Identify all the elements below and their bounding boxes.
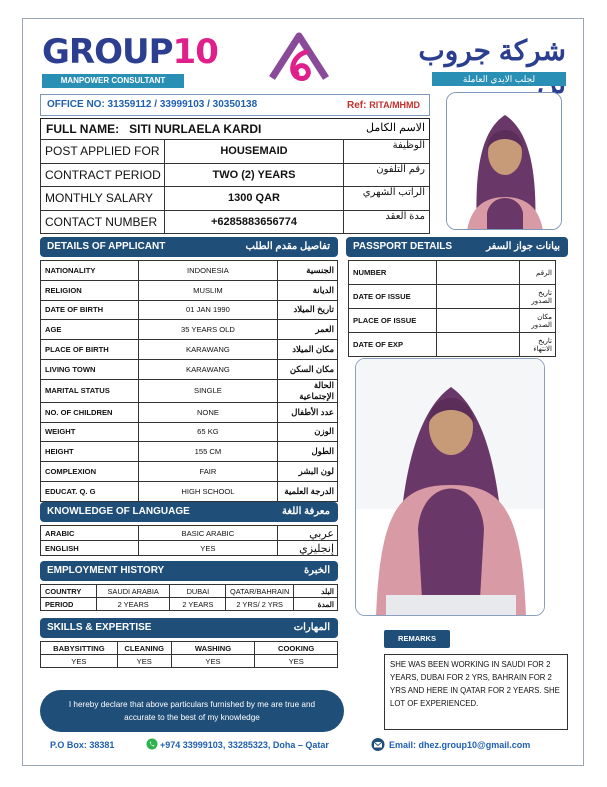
table-cell: PERIOD bbox=[41, 598, 97, 611]
header-text: تفاصيل مقدم الطلب bbox=[245, 241, 330, 252]
table-cell: مكان الميلاد bbox=[278, 340, 338, 360]
header-text: FULL NAME: bbox=[46, 122, 120, 136]
table-cell: POST APPLIED FOR bbox=[41, 140, 165, 164]
table-cell: 2 YEARS bbox=[96, 598, 170, 611]
table-cell: BASIC ARABIC bbox=[138, 526, 277, 541]
skills-table bbox=[40, 641, 338, 668]
table-row bbox=[41, 320, 338, 340]
table-cell: 01 JAN 1990 bbox=[138, 300, 277, 320]
table-cell: MUSLIM bbox=[138, 280, 277, 300]
remarks-text: SHE WAS BEEN WORKING IN SAUDI FOR 2 YEARS, DUBAI FOR 2 YRS, BAHRAIN FOR 2 YRS AND HERE IN QATAR FOR 2 YEARS. SHE LOT OF EXPERIENCED. bbox=[384, 654, 568, 730]
table-row bbox=[41, 300, 338, 320]
table-row bbox=[41, 462, 338, 482]
table-cell: 35 YEARS OLD bbox=[138, 320, 277, 340]
table-cell: MARITAL STATUS bbox=[41, 379, 139, 402]
table-cell: EDUCAT. Q. G bbox=[41, 481, 139, 501]
brand-tagline: MANPOWER CONSULTANT bbox=[42, 74, 184, 88]
table-row bbox=[349, 309, 556, 333]
full-name-row bbox=[40, 118, 430, 140]
header-text: KNOWLEDGE OF LANGUAGE bbox=[47, 506, 190, 517]
table-row bbox=[41, 187, 430, 211]
table-cell: CLEANING bbox=[117, 642, 171, 655]
brand-tagline-arabic: لجلب الايدي العاملة bbox=[432, 72, 566, 86]
details-table bbox=[40, 260, 338, 502]
declaration: I hereby declare that above particulars furnished by me are true and accurate to the best of my knowledge bbox=[40, 690, 344, 732]
table-cell bbox=[436, 285, 519, 309]
table-cell: DATE OF ISSUE bbox=[349, 285, 437, 309]
table-cell: COOKING bbox=[255, 642, 338, 655]
whatsapp-icon bbox=[146, 738, 158, 750]
header-text: PASSPORT DETAILS bbox=[353, 241, 453, 252]
table-cell: KARAWANG bbox=[138, 359, 277, 379]
table-cell: لون البشر bbox=[278, 462, 338, 482]
table-cell: SINGLE bbox=[138, 379, 277, 402]
table-cell: YES bbox=[255, 655, 338, 668]
table-cell bbox=[436, 333, 519, 357]
table-cell: 2 YRS/ 2 YRS bbox=[226, 598, 294, 611]
table-cell: الجنسية bbox=[278, 261, 338, 281]
table-cell: رقم التلفون bbox=[344, 163, 430, 187]
table-row bbox=[41, 280, 338, 300]
employment-header bbox=[40, 561, 338, 581]
table-cell: البلد bbox=[294, 585, 338, 598]
table-row bbox=[41, 340, 338, 360]
table-cell: BABYSITTING bbox=[41, 642, 118, 655]
table-cell: المدة bbox=[294, 598, 338, 611]
table-row bbox=[349, 285, 556, 309]
reference: Ref: RITA/MHMD bbox=[347, 100, 421, 111]
phone-numbers: +974 33999103, 33285323, Doha – Qatar bbox=[160, 740, 329, 750]
table-cell: الدرجة العلمية bbox=[278, 481, 338, 501]
table-cell: الوزن bbox=[278, 422, 338, 442]
brand-logo-arabic: شركة جروب bbox=[418, 35, 566, 66]
table-row bbox=[41, 585, 338, 598]
table-cell: الراتب الشهري bbox=[344, 187, 430, 211]
table-cell: 65 KG bbox=[138, 422, 277, 442]
table-cell: COUNTRY bbox=[41, 585, 97, 598]
table-cell: مكان الصدور bbox=[520, 309, 556, 333]
table-cell: CONTACT NUMBER bbox=[41, 210, 165, 234]
table-cell: RELIGION bbox=[41, 280, 139, 300]
table-cell: YES bbox=[171, 655, 255, 668]
table-cell: FAIR bbox=[138, 462, 277, 482]
table-cell: YES bbox=[117, 655, 171, 668]
table-row bbox=[41, 541, 338, 556]
table-cell: NATIONALITY bbox=[41, 261, 139, 281]
skills-header bbox=[40, 618, 338, 638]
passport-table bbox=[348, 260, 556, 357]
header-text: DETAILS OF APPLICANT bbox=[47, 241, 166, 252]
table-cell: مكان السكن bbox=[278, 359, 338, 379]
table-cell: إنجليزي bbox=[278, 541, 338, 556]
table-cell: ARABIC bbox=[41, 526, 139, 541]
main-info-table bbox=[40, 139, 430, 234]
table-cell: HEIGHT bbox=[41, 442, 139, 462]
table-row bbox=[41, 210, 430, 234]
table-cell: الرقم bbox=[520, 261, 556, 285]
table-cell: HIGH SCHOOL bbox=[138, 481, 277, 501]
table-row bbox=[41, 655, 338, 668]
brand-logo: GROUP10 bbox=[42, 32, 218, 72]
table-cell: NONE bbox=[138, 402, 277, 422]
table-cell: عربي bbox=[278, 526, 338, 541]
table-cell: MONTHLY SALARY bbox=[41, 187, 165, 211]
table-cell: 2 YEARS bbox=[170, 598, 226, 611]
employment-table bbox=[40, 584, 338, 611]
email-icon bbox=[371, 738, 385, 751]
table-cell: الوظيفة bbox=[344, 140, 430, 164]
table-cell: WEIGHT bbox=[41, 422, 139, 442]
table-cell: INDONESIA bbox=[138, 261, 277, 281]
table-row bbox=[349, 261, 556, 285]
table-cell: ENGLISH bbox=[41, 541, 139, 556]
full-name-label bbox=[46, 122, 261, 136]
table-row bbox=[41, 163, 430, 187]
header-text: SKILLS & EXPERTISE bbox=[47, 622, 152, 633]
full-body-photo bbox=[355, 358, 545, 616]
po-box: P.O Box: 38381 bbox=[50, 740, 115, 750]
headshot-photo bbox=[446, 92, 562, 230]
remarks-header: REMARKS bbox=[384, 630, 450, 648]
table-cell: تاريخ الميلاد bbox=[278, 300, 338, 320]
table-cell: YES bbox=[41, 655, 118, 668]
header-text: بيانات جواز السفر bbox=[486, 241, 560, 252]
table-cell: COMPLEXION bbox=[41, 462, 139, 482]
table-cell: +6285883656774 bbox=[164, 210, 344, 234]
brand-emblem-icon bbox=[266, 30, 332, 90]
table-cell: الديانة bbox=[278, 280, 338, 300]
email: Email: dhez.group10@gmail.com bbox=[389, 740, 531, 750]
header-text: المهارات bbox=[293, 622, 330, 633]
details-header bbox=[40, 237, 338, 257]
table-row bbox=[41, 379, 338, 402]
table-row bbox=[41, 359, 338, 379]
table-cell: WASHING bbox=[171, 642, 255, 655]
table-cell: CONTRACT PERIOD bbox=[41, 163, 165, 187]
table-cell: LIVING TOWN bbox=[41, 359, 139, 379]
full-name-arabic: الاسم الكامل bbox=[366, 122, 425, 134]
table-cell: تاريخ الانتهاء bbox=[520, 333, 556, 357]
table-cell: QATAR/BAHRAIN bbox=[226, 585, 294, 598]
header-text: الخبرة bbox=[303, 565, 330, 576]
table-cell: الحالة الإجتماعية bbox=[278, 379, 338, 402]
table-row bbox=[41, 442, 338, 462]
table-cell: PLACE OF ISSUE bbox=[349, 309, 437, 333]
table-row bbox=[41, 261, 338, 281]
table-row bbox=[41, 642, 338, 655]
table-cell: العمر bbox=[278, 320, 338, 340]
table-cell: HOUSEMAID bbox=[164, 140, 344, 164]
table-cell: مدة العقد bbox=[344, 210, 430, 234]
table-row bbox=[349, 333, 556, 357]
table-cell: TWO (2) YEARS bbox=[164, 163, 344, 187]
table-cell: NO. OF CHILDREN bbox=[41, 402, 139, 422]
table-cell: AGE bbox=[41, 320, 139, 340]
table-cell: 155 CM bbox=[138, 442, 277, 462]
table-cell: KARAWANG bbox=[138, 340, 277, 360]
table-row bbox=[41, 526, 338, 541]
table-row bbox=[41, 481, 338, 501]
table-row bbox=[41, 140, 430, 164]
table-cell: DATE OF EXP bbox=[349, 333, 437, 357]
table-cell: PLACE OF BIRTH bbox=[41, 340, 139, 360]
table-cell: 1300 QAR bbox=[164, 187, 344, 211]
office-numbers: OFFICE NO: 31359112 / 33999103 / 30350138 Ref: RITA/MHMD bbox=[40, 94, 430, 116]
table-cell: YES bbox=[138, 541, 277, 556]
header-text: EMPLOYMENT HISTORY bbox=[47, 565, 165, 576]
language-table bbox=[40, 525, 338, 556]
table-cell: DUBAI bbox=[170, 585, 226, 598]
table-cell: DATE OF BIRTH bbox=[41, 300, 139, 320]
table-cell: SAUDI ARABIA bbox=[96, 585, 170, 598]
header-text: SITI NURLAELA KARDI bbox=[129, 122, 262, 136]
table-cell: NUMBER bbox=[349, 261, 437, 285]
header-text: معرفة اللغة bbox=[282, 506, 330, 517]
table-row bbox=[41, 402, 338, 422]
table-cell: تاريخ الصدور bbox=[520, 285, 556, 309]
passport-header bbox=[346, 237, 568, 257]
table-cell: عدد الأطفال bbox=[278, 402, 338, 422]
language-header bbox=[40, 502, 338, 522]
table-cell bbox=[436, 261, 519, 285]
table-cell bbox=[436, 309, 519, 333]
table-row bbox=[41, 598, 338, 611]
table-cell: الطول bbox=[278, 442, 338, 462]
table-row bbox=[41, 422, 338, 442]
